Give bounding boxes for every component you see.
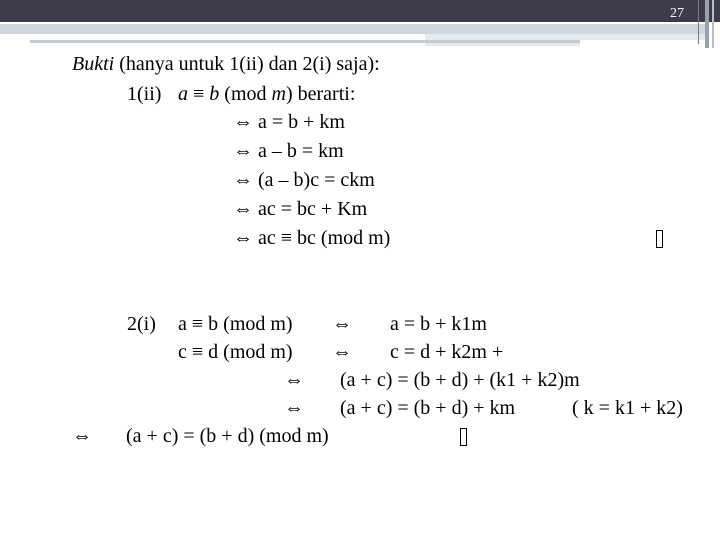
part1-step: ⇔ ac = bc + Km xyxy=(233,198,368,220)
slide-title-bar xyxy=(0,0,720,22)
var-m: m xyxy=(271,83,286,105)
proof-heading-italic: Bukti xyxy=(72,53,115,75)
proof-heading-text: (hanya untuk 1(ii) dan 2(i) saja): xyxy=(119,53,380,75)
part1-step: ⇔ a = b + km xyxy=(233,111,345,133)
decorative-line xyxy=(698,0,699,44)
var-b: b xyxy=(209,83,220,105)
part1-label: 1(ii) xyxy=(127,83,162,105)
implies-arrow: ⇔ xyxy=(284,369,304,391)
part2-line4: (a + c) = (b + d) + km xyxy=(340,397,516,419)
implies-arrow: ⇔ xyxy=(72,425,92,447)
statement-tail: berarti: xyxy=(292,83,356,105)
part2-line2-left: c ≡ d (mod m) xyxy=(178,341,293,363)
qed-box xyxy=(460,428,467,446)
part2-conclusion: (a + c) = (b + d) (mod m) xyxy=(126,425,329,447)
paren-close: ) xyxy=(285,83,293,105)
decorative-band xyxy=(0,24,705,34)
part1-step: ⇔ ac ≡ bc (mod m) xyxy=(233,227,391,249)
decorative-band xyxy=(425,43,580,46)
proof-heading xyxy=(72,52,380,76)
page-number: 27 xyxy=(670,6,684,21)
implies-arrow: ⇔ xyxy=(332,313,352,335)
part2-line1-right: a = b + k1m xyxy=(390,313,487,335)
decorative-line xyxy=(705,0,709,48)
part1-step: ⇔ (a – b)c = ckm xyxy=(233,169,375,191)
qed-box xyxy=(656,230,663,248)
equiv-symbol: ≡ xyxy=(193,83,205,105)
implies-arrow: ⇔ xyxy=(332,341,352,363)
implies-arrow: ⇔ xyxy=(284,397,304,419)
part2-line4-note: ( k = k1 + k2) xyxy=(572,397,683,419)
part1-step: ⇔ a – b = km xyxy=(233,140,344,162)
var-a: a xyxy=(178,83,188,105)
decorative-line xyxy=(712,0,714,48)
mod-text: (mod xyxy=(224,83,272,105)
part1-statement xyxy=(178,82,355,106)
part2-label: 2(i) xyxy=(127,313,156,335)
part2-line3: (a + c) = (b + d) + (k1 + k2)m xyxy=(340,369,580,391)
part2-line1-left: a ≡ b (mod m) xyxy=(178,313,293,335)
part2-line2-right: c = d + k2m + xyxy=(390,341,504,363)
